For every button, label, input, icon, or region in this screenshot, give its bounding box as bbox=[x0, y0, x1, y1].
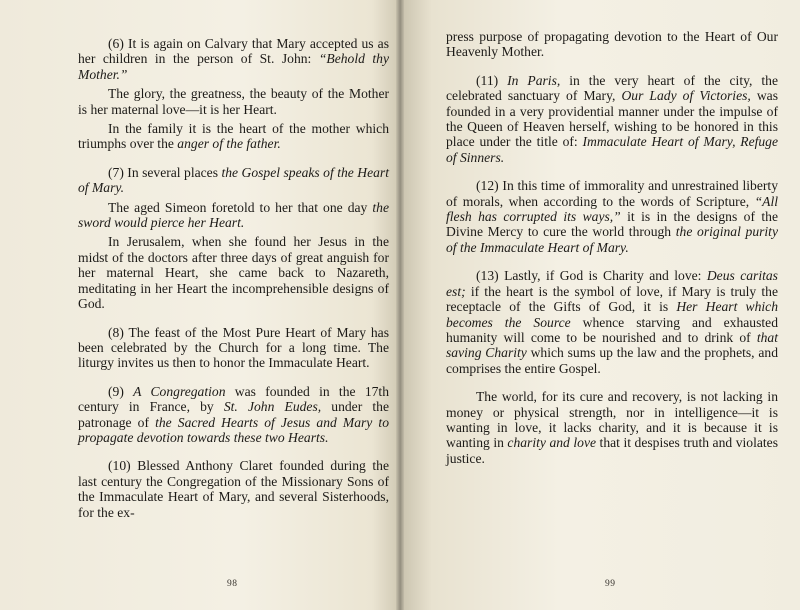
page-number-right: 99 bbox=[605, 578, 616, 589]
book-gutter bbox=[396, 0, 404, 610]
paragraph-13: (13) Lastly, if God is Charity and love: Deus caritas est; if the heart is the symbol of love, if Mary is truly the receptacle of the Gifts of God, it is Her Heart which becomes the Source whence starving and exhausted humanity will come to be nourished and to drink of that saving Charity which sums up the law and the prophets, and comprises the entire Gospel. bbox=[446, 268, 778, 376]
paragraph-simeon: The aged Simeon foretold to her that one day the sword would pierce her Heart. bbox=[78, 199, 389, 231]
paragraph-12: (12) In this time of immorality and unrestrained liberty of morals, when according to the words of Scripture, “All flesh has corrupted its ways,” it is in the designs of the Divine Mercy to cure the world through the original purity of the Immaculate Heart of Mary. bbox=[446, 178, 778, 255]
paragraph-6: (6) It is again on Calvary that Mary accepted us as her children in the person of St. John: “Behold thy Mother.” bbox=[78, 36, 389, 82]
paragraph-continuation: press purpose of propagating devotion to the Heart of Our Heavenly Mother. bbox=[446, 29, 778, 60]
paragraph-7: (7) In several places the Gospel speaks of the Heart of Mary. bbox=[78, 164, 389, 196]
right-page bbox=[400, 0, 800, 610]
paragraph-world: The world, for its cure and recovery, is not lacking in money or physical strength, nor in intelligence—it is wanting in love, it lacks charity, and it is because it is wanting in charity and love that it despises truth and violates justice. bbox=[446, 389, 778, 466]
paragraph-11: (11) In Paris, in the very heart of the city, the celebrated sanctuary of Mary, Our Lady of Victories, was founded in a very providential manner under the impulse of the Queen of Heaven herself, wishing to be honored in this place under the title of: Immaculate Heart of Mary, Refuge of Sinners. bbox=[446, 72, 779, 165]
page-number-left: 98 bbox=[227, 578, 238, 589]
paragraph-8: (8) The feast of the Most Pure Heart of Mary has been celebrated by the Church for a long time. The liturgy invites us then to honor the Immaculate Heart. bbox=[78, 324, 389, 371]
paragraph-jerusalem: In Jerusalem, when she found her Jesus in the midst of the doctors after three days of great anguish for her maternal Heart, she came back to Nazareth, meditating in her Heart the incomprehensible designs of God. bbox=[78, 234, 389, 312]
paragraph-9: (9) A Congregation was founded in the 17th century in France, by St. John Eudes, under the patronage of the Sacred Hearts of Jesus and Mary to propagate devotion towards these two Hearts. bbox=[78, 383, 389, 445]
paragraph-family: In the family it is the heart of the mother which triumphs over the anger of the father. bbox=[78, 121, 389, 152]
paragraph-10: (10) Blessed Anthony Claret founded during the last century the Congregation of the Missionary Sons of the Immaculate Heart of Mary, and several Sisterhoods, for the ex- bbox=[78, 458, 389, 520]
paragraph-glory: The glory, the greatness, the beauty of the Mother is her maternal love—it is her Heart. bbox=[78, 86, 389, 117]
